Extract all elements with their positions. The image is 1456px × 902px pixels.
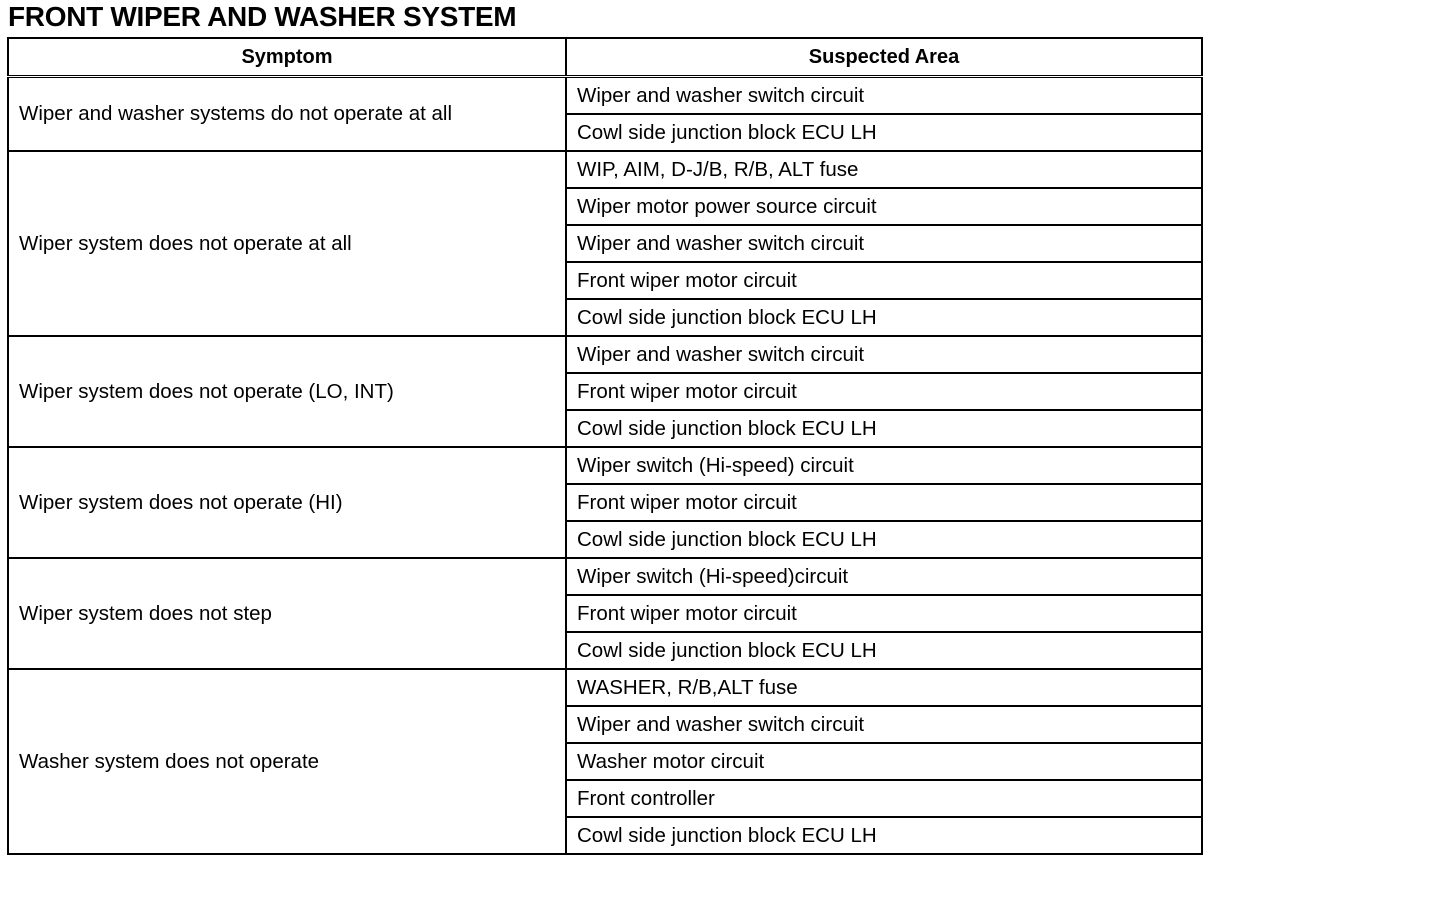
suspected-area-cell: Cowl side junction block ECU LH — [566, 521, 1202, 558]
table-row — [8, 336, 1202, 373]
table-row — [8, 151, 1202, 188]
symptom-cell: Wiper system does not operate (LO, INT) — [8, 336, 566, 447]
symptom-cell: Wiper system does not operate at all — [8, 151, 566, 336]
suspected-area-cell: Wiper switch (Hi-speed)circuit — [566, 558, 1202, 595]
page-title: FRONT WIPER AND WASHER SYSTEM — [8, 1, 517, 32]
table-row — [8, 558, 1202, 595]
symptom-column-header: Symptom — [8, 38, 566, 77]
suspected-area-cell: Cowl side junction block ECU LH — [566, 632, 1202, 669]
table-row — [8, 669, 1202, 706]
suspected-area-column-header: Suspected Area — [566, 38, 1202, 77]
suspected-area-cell: Cowl side junction block ECU LH — [566, 410, 1202, 447]
suspected-area-cell: Front wiper motor circuit — [566, 262, 1202, 299]
header-row — [8, 38, 1202, 77]
suspected-area-cell: Wiper switch (Hi-speed) circuit — [566, 447, 1202, 484]
suspected-area-cell: Front controller — [566, 780, 1202, 817]
suspected-area-cell: Cowl side junction block ECU LH — [566, 299, 1202, 336]
suspected-area-cell: Wiper and washer switch circuit — [566, 706, 1202, 743]
symptom-cell: Wiper and washer systems do not operate at all — [8, 77, 566, 152]
suspected-area-cell: Front wiper motor circuit — [566, 595, 1202, 632]
suspected-area-cell: Washer motor circuit — [566, 743, 1202, 780]
suspected-area-cell: Wiper and washer switch circuit — [566, 336, 1202, 373]
table-row — [8, 447, 1202, 484]
table-row — [8, 77, 1202, 115]
table-body — [8, 77, 1202, 855]
symptom-cell: Wiper system does not step — [8, 558, 566, 669]
suspected-area-cell: WIP, AIM, D-J/B, R/B, ALT fuse — [566, 151, 1202, 188]
table-header — [8, 38, 1202, 77]
suspected-area-cell: Front wiper motor circuit — [566, 484, 1202, 521]
suspected-area-cell: Front wiper motor circuit — [566, 373, 1202, 410]
suspected-area-cell: Cowl side junction block ECU LH — [566, 817, 1202, 854]
symptom-cell: Washer system does not operate — [8, 669, 566, 854]
suspected-area-cell: Wiper motor power source circuit — [566, 188, 1202, 225]
suspected-area-cell: Wiper and washer switch circuit — [566, 77, 1202, 115]
troubleshooting-table — [7, 37, 1203, 855]
symptom-cell: Wiper system does not operate (HI) — [8, 447, 566, 558]
suspected-area-cell: Wiper and washer switch circuit — [566, 225, 1202, 262]
suspected-area-cell: WASHER, R/B,ALT fuse — [566, 669, 1202, 706]
suspected-area-cell: Cowl side junction block ECU LH — [566, 114, 1202, 151]
